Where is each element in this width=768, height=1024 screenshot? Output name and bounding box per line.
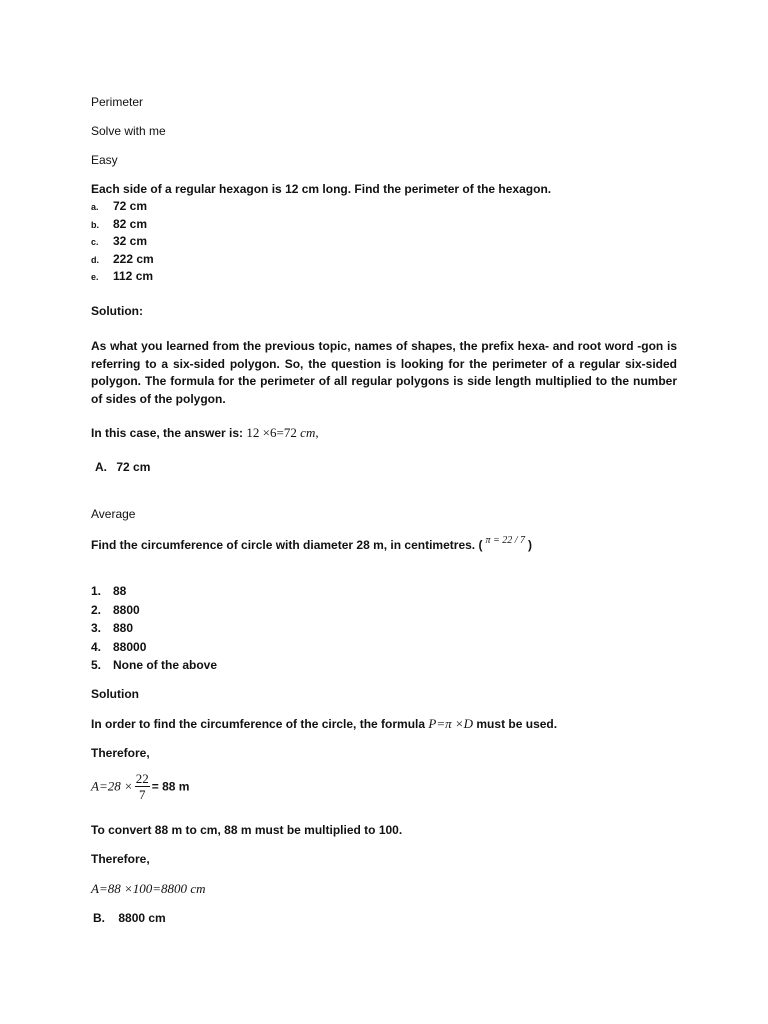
option-text: 880 [113, 621, 134, 635]
answer-unit: cm [300, 425, 316, 440]
eq2-expression: A=88 ×100=8800 [91, 881, 188, 896]
option-letter: d. [91, 255, 99, 265]
option-letter: e. [91, 272, 99, 282]
option-text: 82 cm [113, 217, 148, 231]
option-text: 8800 [113, 603, 140, 617]
eq1-denominator: 7 [139, 787, 146, 802]
option-number: 5. [91, 658, 102, 672]
answer-punct: , [315, 425, 319, 440]
option-letter: c. [91, 237, 99, 247]
option-number: 4. [91, 640, 102, 654]
option-text: 88 [113, 584, 127, 598]
formula-intro: In order to find the circumference of the circle, the formula [91, 717, 426, 731]
doc-subtitle: Solve with me [91, 124, 166, 138]
option-number: 3. [91, 621, 102, 635]
answer-expression: 12 ×6=72 [246, 425, 297, 440]
convert-text: To convert 88 m to cm, 88 m must be multiplied to 100. [91, 823, 403, 837]
option-text: 72 cm [113, 199, 148, 213]
doc-title: Perimeter [91, 95, 144, 109]
formula-line [91, 716, 557, 732]
equation-1 [91, 771, 189, 802]
eq1-result: = 88 m [151, 779, 190, 794]
option-text: None of the above [113, 658, 218, 672]
difficulty-easy: Easy [91, 153, 118, 167]
question-text: Find the circumference of circle with diameter 28 m, in centimetres. ( [91, 538, 483, 552]
eq1-numerator: 22 [135, 771, 149, 786]
easy-final-answer [95, 460, 150, 474]
eq2-unit: cm [190, 881, 206, 896]
easy-explanation: As what you learned from the previous topic, names of shapes, the prefix hexa- and root word -gon is referring to a six-sided polygon. So, the question is looking for the perimeter of a regular six-sided polygon. The formula for the perimeter of all regular polygons is side length multiplied to the number of sides of the polygon. [91, 339, 677, 406]
answer-intro: In this case, the answer is: [91, 426, 244, 440]
option-text: 88000 [113, 640, 147, 654]
average-question [91, 535, 532, 552]
option-number: 2. [91, 603, 102, 617]
therefore-2: Therefore, [91, 852, 150, 866]
final-label: B. [93, 911, 105, 925]
pi-note: π = 22 / 7 [485, 535, 525, 546]
final-label: A. [95, 460, 107, 474]
formula-expression: P=π ×D [428, 716, 474, 731]
eq1-fraction [135, 771, 150, 802]
option-number: 1. [91, 584, 102, 598]
difficulty-average: Average [91, 507, 136, 521]
equation-2 [91, 881, 206, 897]
option-letter: b. [91, 220, 99, 230]
easy-answer-line [91, 425, 319, 441]
average-solution-heading: Solution [91, 687, 139, 701]
option-text: 32 cm [113, 234, 148, 248]
eq1-left: A=28 × [91, 778, 133, 794]
easy-solution-heading: Solution: [91, 304, 143, 318]
option-letter: a. [91, 202, 99, 212]
option-text: 112 cm [113, 269, 154, 283]
easy-question: Each side of a regular hexagon is 12 cm long. Find the perimeter of the hexagon. [91, 182, 552, 196]
formula-outro: must be used. [476, 717, 558, 731]
final-text: 8800 cm [118, 911, 166, 925]
therefore-1: Therefore, [91, 746, 150, 760]
close-paren: ) [528, 538, 532, 552]
option-text: 222 cm [113, 252, 154, 266]
average-final-answer [93, 911, 166, 925]
final-text: 72 cm [116, 460, 151, 474]
